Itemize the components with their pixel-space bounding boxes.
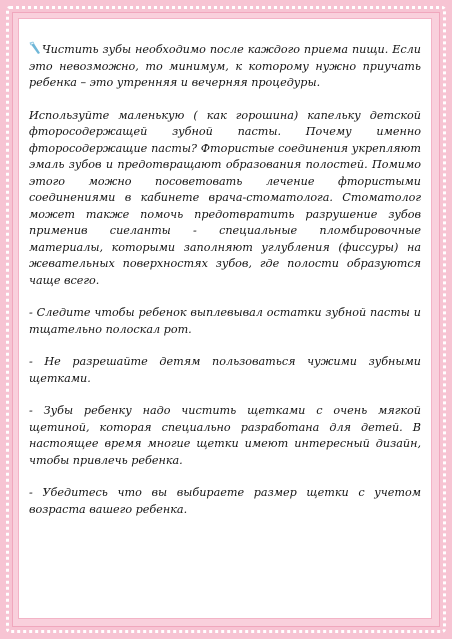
paragraph-3: - Следите чтобы ребенок выплевывал остатки зубной пасты и тщательно полоскал рот. (29, 306, 421, 336)
paragraph-1-text: Чистить зубы необходимо после каждого приема пищи. Если это невозможно, то минимум, к которому нужно приучать ребенка – это утренняя и вечерняя процедуры. (29, 43, 421, 89)
document-page (18, 18, 432, 619)
paragraph-5: - Зубы ребенку надо чистить щетками с очень мягкой щетиной, которая специально разработана для детей. В настоящее время многие щетки имеют интересный дизайн, чтобы привлечь ребенка. (29, 404, 421, 467)
paragraph-6: - Убедитесь что вы выбираете размер щетки с учетом возраста вашего ребенка. (29, 486, 421, 516)
toothbrush-icon (29, 41, 41, 55)
paragraph-1 (29, 41, 421, 92)
document-text (29, 41, 421, 534)
paragraph-2: Используйте маленькую ( как горошина) капельку детской фторосодержащей зубной пасты. Почему именно фторосодержащие пасты? Фтористые соединения укрепляют эмаль зубов и предотвращают образования полостей. Помимо этого можно посоветовать лечение фтористыми соединениями в кабинете врача-стоматолога. Стоматолог может также помочь предотвратить разрушение зубов применив сиеланты - специальные пломбировочные материалы, которыми заполняют углубления (фиссуры) на жевательных поверхностях зубов, где полости образуются чаще всего. (29, 108, 421, 287)
paragraph-4: - Не разрешайте детям пользоваться чужими зубными щетками. (29, 355, 421, 385)
